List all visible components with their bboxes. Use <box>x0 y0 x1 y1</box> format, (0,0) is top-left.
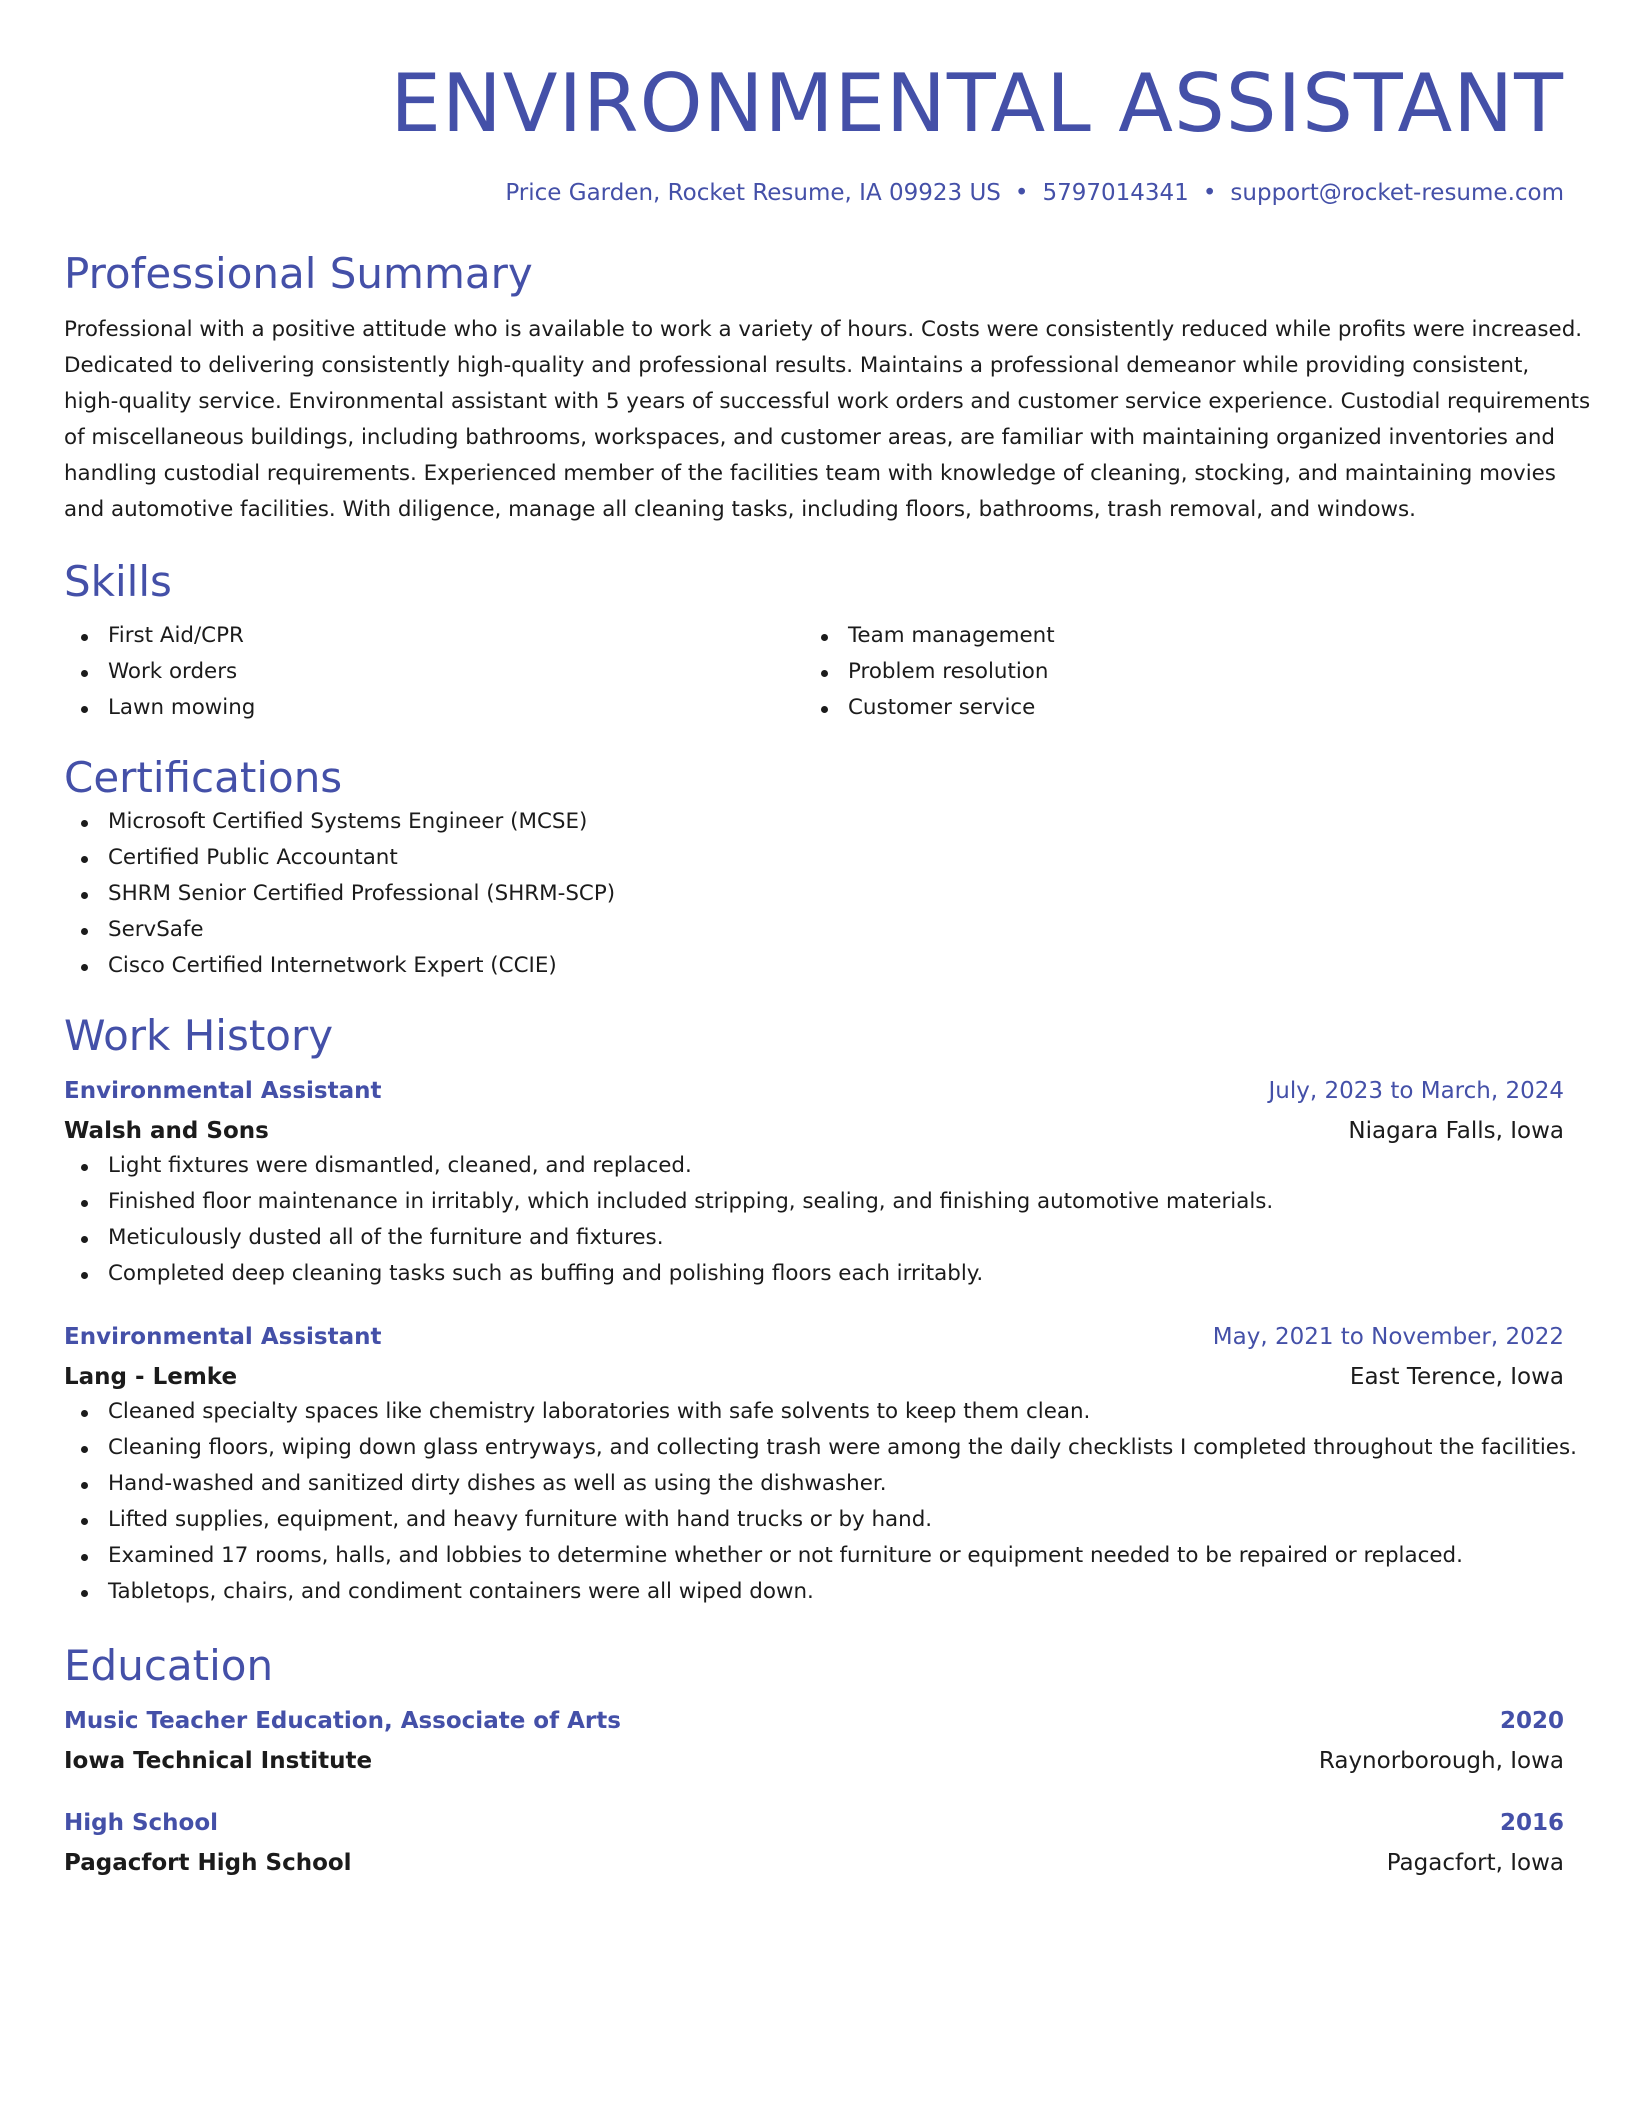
education-header <box>64 1806 1564 1840</box>
address: Price Garden, Rocket Resume, IA 09923 US <box>505 180 1001 206</box>
certification-item: Certified Public Accountant <box>64 840 1564 876</box>
certifications-heading: Certifications <box>64 753 343 802</box>
school-name: Iowa Technical Institute <box>64 1748 373 1774</box>
separator: • <box>1202 180 1217 206</box>
summary-line: and automotive facilities. With diligence, manage all cleaning tasks, including floors, bathrooms, trash removal, and windows. <box>64 497 1416 522</box>
certification-item: SHRM Senior Certified Professional (SHRM-SCP) <box>64 876 1564 912</box>
job-dates: May, 2021 to November, 2022 <box>1212 1324 1564 1350</box>
certification-item: Microsoft Certified Systems Engineer (MCSE) <box>64 804 1564 840</box>
graduation-year: 2016 <box>1499 1810 1564 1836</box>
summary-line: Professional with a positive attitude who is available to work a variety of hours. Costs were consistently reduced while profits were increased. <box>64 317 1583 342</box>
summary-line: handling custodial requirements. Experienced member of the facilities team with knowledge of cleaning, stocking, and maintaining movies <box>64 461 1556 486</box>
certification-item: ServSafe <box>64 912 1564 948</box>
duty-item: Cleaning floors, wiping down glass entryways, and collecting trash were among the daily checklists I completed throughout the facilities. <box>64 1430 1564 1466</box>
skills-heading: Skills <box>64 557 172 606</box>
job-location: Niagara Falls, Iowa <box>1348 1118 1564 1144</box>
duty-item: Tabletops, chairs, and condiment containers were all wiped down. <box>64 1574 1564 1610</box>
summary-line: high-quality service. Environmental assistant with 5 years of successful work orders and customer service experience. Custodial requirements <box>64 389 1591 414</box>
skill-item: Team management <box>804 618 1544 654</box>
summary-heading: Professional Summary <box>64 249 533 298</box>
job-dates: July, 2023 to March, 2024 <box>1268 1078 1564 1104</box>
job-header <box>64 1074 1564 1108</box>
skill-item: Problem resolution <box>804 654 1544 690</box>
job-duties <box>64 1394 1577 1610</box>
education-entry <box>64 1806 1564 1880</box>
education-entry <box>64 1704 1564 1778</box>
duty-item: Examined 17 rooms, halls, and lobbies to determine whether or not furniture or equipment needed to be repaired or replaced. <box>64 1538 1564 1574</box>
contact-line <box>64 178 1564 208</box>
duty-item: Finished floor maintenance in irritably, which included stripping, sealing, and finishing automotive materials. <box>64 1184 1564 1220</box>
education-header <box>64 1704 1564 1738</box>
duty-item: Light fixtures were dismantled, cleaned, and replaced. <box>64 1148 1564 1184</box>
graduation-year: 2020 <box>1499 1708 1564 1734</box>
job-title: Environmental Assistant <box>64 1078 382 1104</box>
company-name: Walsh and Sons <box>64 1118 269 1144</box>
certifications-list <box>64 804 1564 984</box>
skills-column-left <box>64 618 804 726</box>
certification-item: Cisco Certified Internetwork Expert (CCIE) <box>64 948 1564 984</box>
job-header <box>64 1320 1564 1354</box>
duty-item: Lifted supplies, equipment, and heavy furniture with hand trucks or by hand. <box>64 1502 1564 1538</box>
job-duties <box>64 1148 1564 1292</box>
candidate-name: ENVIRONMENTAL ASSISTANT <box>390 57 1564 150</box>
duty-item: Completed deep cleaning tasks such as buffing and polishing floors each irritably. <box>64 1256 1564 1292</box>
education-subheader <box>64 1744 1564 1778</box>
degree-name: High School <box>64 1810 219 1836</box>
separator: • <box>1014 180 1029 206</box>
job-entry <box>64 1074 1564 1292</box>
summary-line: Dedicated to delivering consistently high-quality and professional results. Maintains a professional demeanor while providing consistent, <box>64 353 1530 378</box>
skill-item: Work orders <box>64 654 804 690</box>
job-subheader <box>64 1114 1564 1148</box>
email-link[interactable]: support@rocket-resume.com <box>1230 180 1564 206</box>
school-location: Pagacfort, Iowa <box>1386 1850 1564 1876</box>
job-location: East Terence, Iowa <box>1349 1364 1564 1390</box>
education-heading: Education <box>64 1641 274 1690</box>
degree-name: Music Teacher Education, Associate of Arts <box>64 1708 621 1734</box>
company-name: Lang - Lemke <box>64 1364 238 1390</box>
phone: 5797014341 <box>1042 180 1189 206</box>
duty-item: Hand-washed and sanitized dirty dishes as well as using the dishwasher. <box>64 1466 1564 1502</box>
skill-item: Customer service <box>804 690 1544 726</box>
job-entry <box>64 1320 1577 1610</box>
school-location: Raynorborough, Iowa <box>1318 1748 1564 1774</box>
job-subheader <box>64 1360 1564 1394</box>
summary-paragraph <box>64 312 1591 528</box>
summary-line: of miscellaneous buildings, including bathrooms, workspaces, and customer areas, are familiar with maintaining organized inventories and <box>64 425 1555 450</box>
duty-item: Cleaned specialty spaces like chemistry laboratories with safe solvents to keep them clean. <box>64 1394 1564 1430</box>
skills-column-right <box>804 618 1544 726</box>
skill-item: First Aid/CPR <box>64 618 804 654</box>
school-name: Pagacfort High School <box>64 1850 352 1876</box>
skills-list <box>64 618 1564 726</box>
work-history-heading: Work History <box>64 1011 334 1060</box>
education-subheader <box>64 1846 1564 1880</box>
duty-item: Meticulously dusted all of the furniture and fixtures. <box>64 1220 1564 1256</box>
skill-item: Lawn mowing <box>64 690 804 726</box>
job-title: Environmental Assistant <box>64 1324 382 1350</box>
